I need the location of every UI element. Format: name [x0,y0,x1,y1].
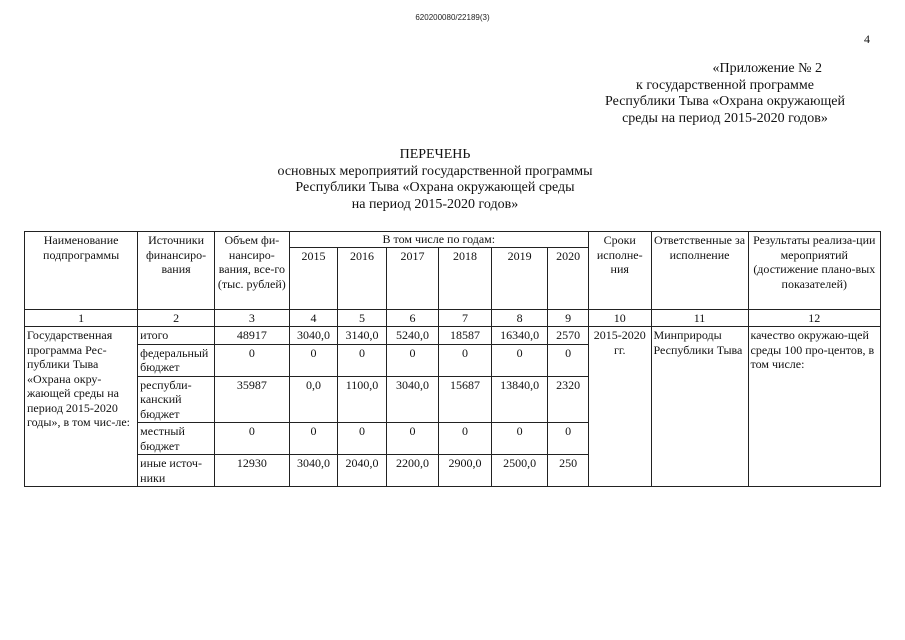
column-number: 5 [338,309,387,327]
column-number: 3 [214,309,289,327]
column-number: 12 [748,309,880,327]
year-cell: 5240,0 [386,327,439,345]
year-cell: 3040,0 [289,327,338,345]
terms-cell: 2015-2020 гг. [588,327,651,487]
header-year: 2019 [491,247,548,309]
column-number: 9 [548,309,588,327]
year-cell: 0 [548,344,588,376]
header-terms: Сроки исполне-ния [588,232,651,310]
total-cell: 0 [214,423,289,455]
year-cell: 18587 [439,327,492,345]
year-cell: 250 [548,455,588,487]
header-sources: Источники финансиро-вания [138,232,215,310]
header-by-years: В том числе по годам: [289,232,588,248]
year-cell: 0 [491,423,548,455]
year-cell: 15687 [439,376,492,423]
year-cell: 3040,0 [386,376,439,423]
year-cell: 3140,0 [338,327,387,345]
year-cell: 0 [289,423,338,455]
year-cell: 0 [338,423,387,455]
column-number: 7 [439,309,492,327]
year-cell: 2320 [548,376,588,423]
year-cell: 2040,0 [338,455,387,487]
year-cell: 0 [491,344,548,376]
year-cell: 0 [548,423,588,455]
title-line: ПЕРЕЧЕНЬ [399,147,471,162]
source-cell: федеральный бюджет [138,344,215,376]
title-line: основных мероприятий государственной программы [277,163,593,179]
document-id: 620200080/22189(3) [415,13,490,22]
header-year: 2017 [386,247,439,309]
year-cell: 0 [439,344,492,376]
column-number: 1 [25,309,138,327]
year-cell: 0 [386,344,439,376]
header-responsible: Ответственные за исполнение [651,232,748,310]
page-number: 4 [864,32,870,46]
source-cell: иные источ-ники [138,455,215,487]
table-row [25,327,881,345]
header-subprogram: Наименование подпрограммы [25,232,138,310]
activities-table [24,231,881,487]
source-cell: республи-канский бюджет [138,376,215,423]
total-cell: 48917 [214,327,289,345]
year-cell: 0 [386,423,439,455]
header-year: 2020 [548,247,588,309]
total-cell: 35987 [214,376,289,423]
source-cell: итого [138,327,215,345]
header-results: Результаты реализа-ции мероприятий (достижение плано-вых показателей) [748,232,880,310]
year-cell: 1100,0 [338,376,387,423]
document-title [220,147,650,213]
year-cell: 0 [338,344,387,376]
title-line: на период 2015-2020 годов» [351,196,519,212]
appendix-heading [580,61,870,127]
column-number: 8 [491,309,548,327]
responsible-cell: Минприроды Республики Тыва [651,327,748,487]
year-cell: 0 [289,344,338,376]
year-cell: 16340,0 [491,327,548,345]
column-number: 4 [289,309,338,327]
total-cell: 12930 [214,455,289,487]
program-name-cell: Государственная программа Рес-публики Тыва «Охрана окру-жающей среды на период 2015-2020 годы», в том чис-ле: [25,327,138,487]
appendix-line: к государственной программе [636,77,814,93]
header-volume: Объем фи-нансиро-вания, все-го (тыс. рублей) [214,232,289,310]
header-year: 2015 [289,247,338,309]
year-cell: 0 [439,423,492,455]
source-cell: местный бюджет [138,423,215,455]
appendix-line: Республики Тыва «Охрана окружающей [605,94,845,109]
year-cell: 13840,0 [491,376,548,423]
results-cell: качество окружаю-щей среды 100 про-центов, в том числе: [748,327,880,487]
header-year: 2016 [338,247,387,309]
title-line: Республики Тыва «Охрана окружающей среды [295,180,575,195]
column-number: 2 [138,309,215,327]
header-row [25,232,881,248]
year-cell: 0,0 [289,376,338,423]
appendix-line: «Приложение № 2 [712,61,822,76]
column-number: 6 [386,309,439,327]
year-cell: 2900,0 [439,455,492,487]
column-number: 10 [588,309,651,327]
header-year: 2018 [439,247,492,309]
year-cell: 2570 [548,327,588,345]
year-cell: 2500,0 [491,455,548,487]
total-cell: 0 [214,344,289,376]
column-number: 11 [651,309,748,327]
column-number-row [25,309,881,327]
year-cell: 2200,0 [386,455,439,487]
year-cell: 3040,0 [289,455,338,487]
appendix-line: среды на период 2015-2020 годов» [622,110,828,126]
